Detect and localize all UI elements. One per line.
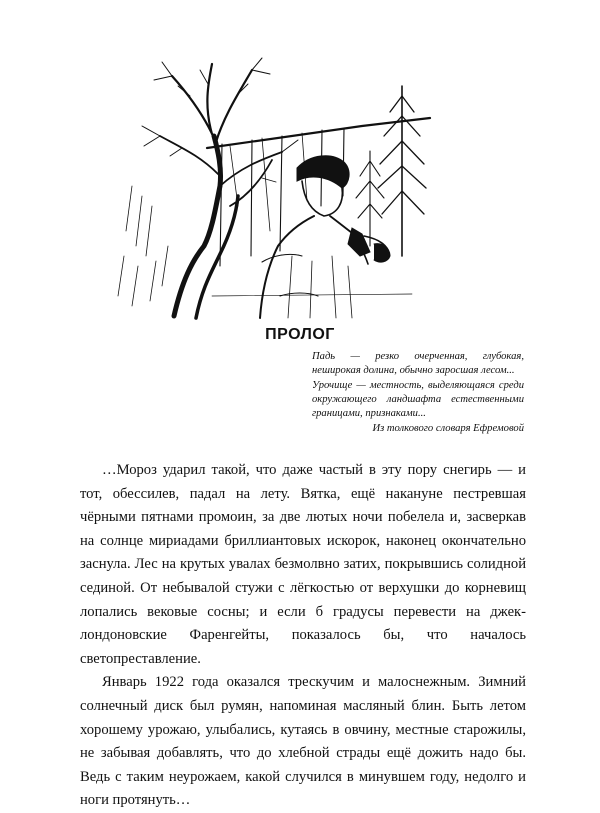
paragraph: Январь 1922 года оказался трескучим и малоснежным. Зимний солнечный диск был румян, напоминая масляный блин. Быть летом хорошему урожаю, улыбались, кутаясь в овчину, местные старожилы, не забывая добавлять, что до хлебной страды ещё дожить надо бы. Ведь с таким неурожаем, какой случился в минувшем году, недолго и ноги протянуть… xyxy=(80,674,526,809)
epigraph xyxy=(312,350,524,437)
epigraph-source: Из толкового словаря Ефремовой xyxy=(372,423,524,435)
epigraph-definition-pad: Падь — резко очерченная, глубокая, неширокая долина, обычно заросшая лесом... xyxy=(312,351,524,377)
body-text xyxy=(80,459,526,813)
epigraph-definition-urochishche: Урочище — местность, выделяющаяся среди окружающего ландшафта естественными границами, признаками... xyxy=(312,379,524,420)
paragraph: …Мороз ударил такой, что даже частый в эту пору снегирь — и тот, обессилев, падал на лету. Вятка, ещё накануне пестревшая чёрными пятнами промоин, за две лютых ночи побелела и, засверкав на солнце мириадами бриллиантовых искорок, наконец окончательно заснула. Лес на крутых увалах безмолвно затих, покрывшись солидной сединой. От небывалой стужи с лёгкостью от верхушки до корневищ лопались вековые сосны; и если б градусы перевести на джек-лондоновские Фаренгейты, показалось бы, что началось светопреставление. xyxy=(80,462,526,667)
winter-forest-illustration xyxy=(112,56,442,321)
chapter-title: ПРОЛОГ xyxy=(265,326,335,343)
